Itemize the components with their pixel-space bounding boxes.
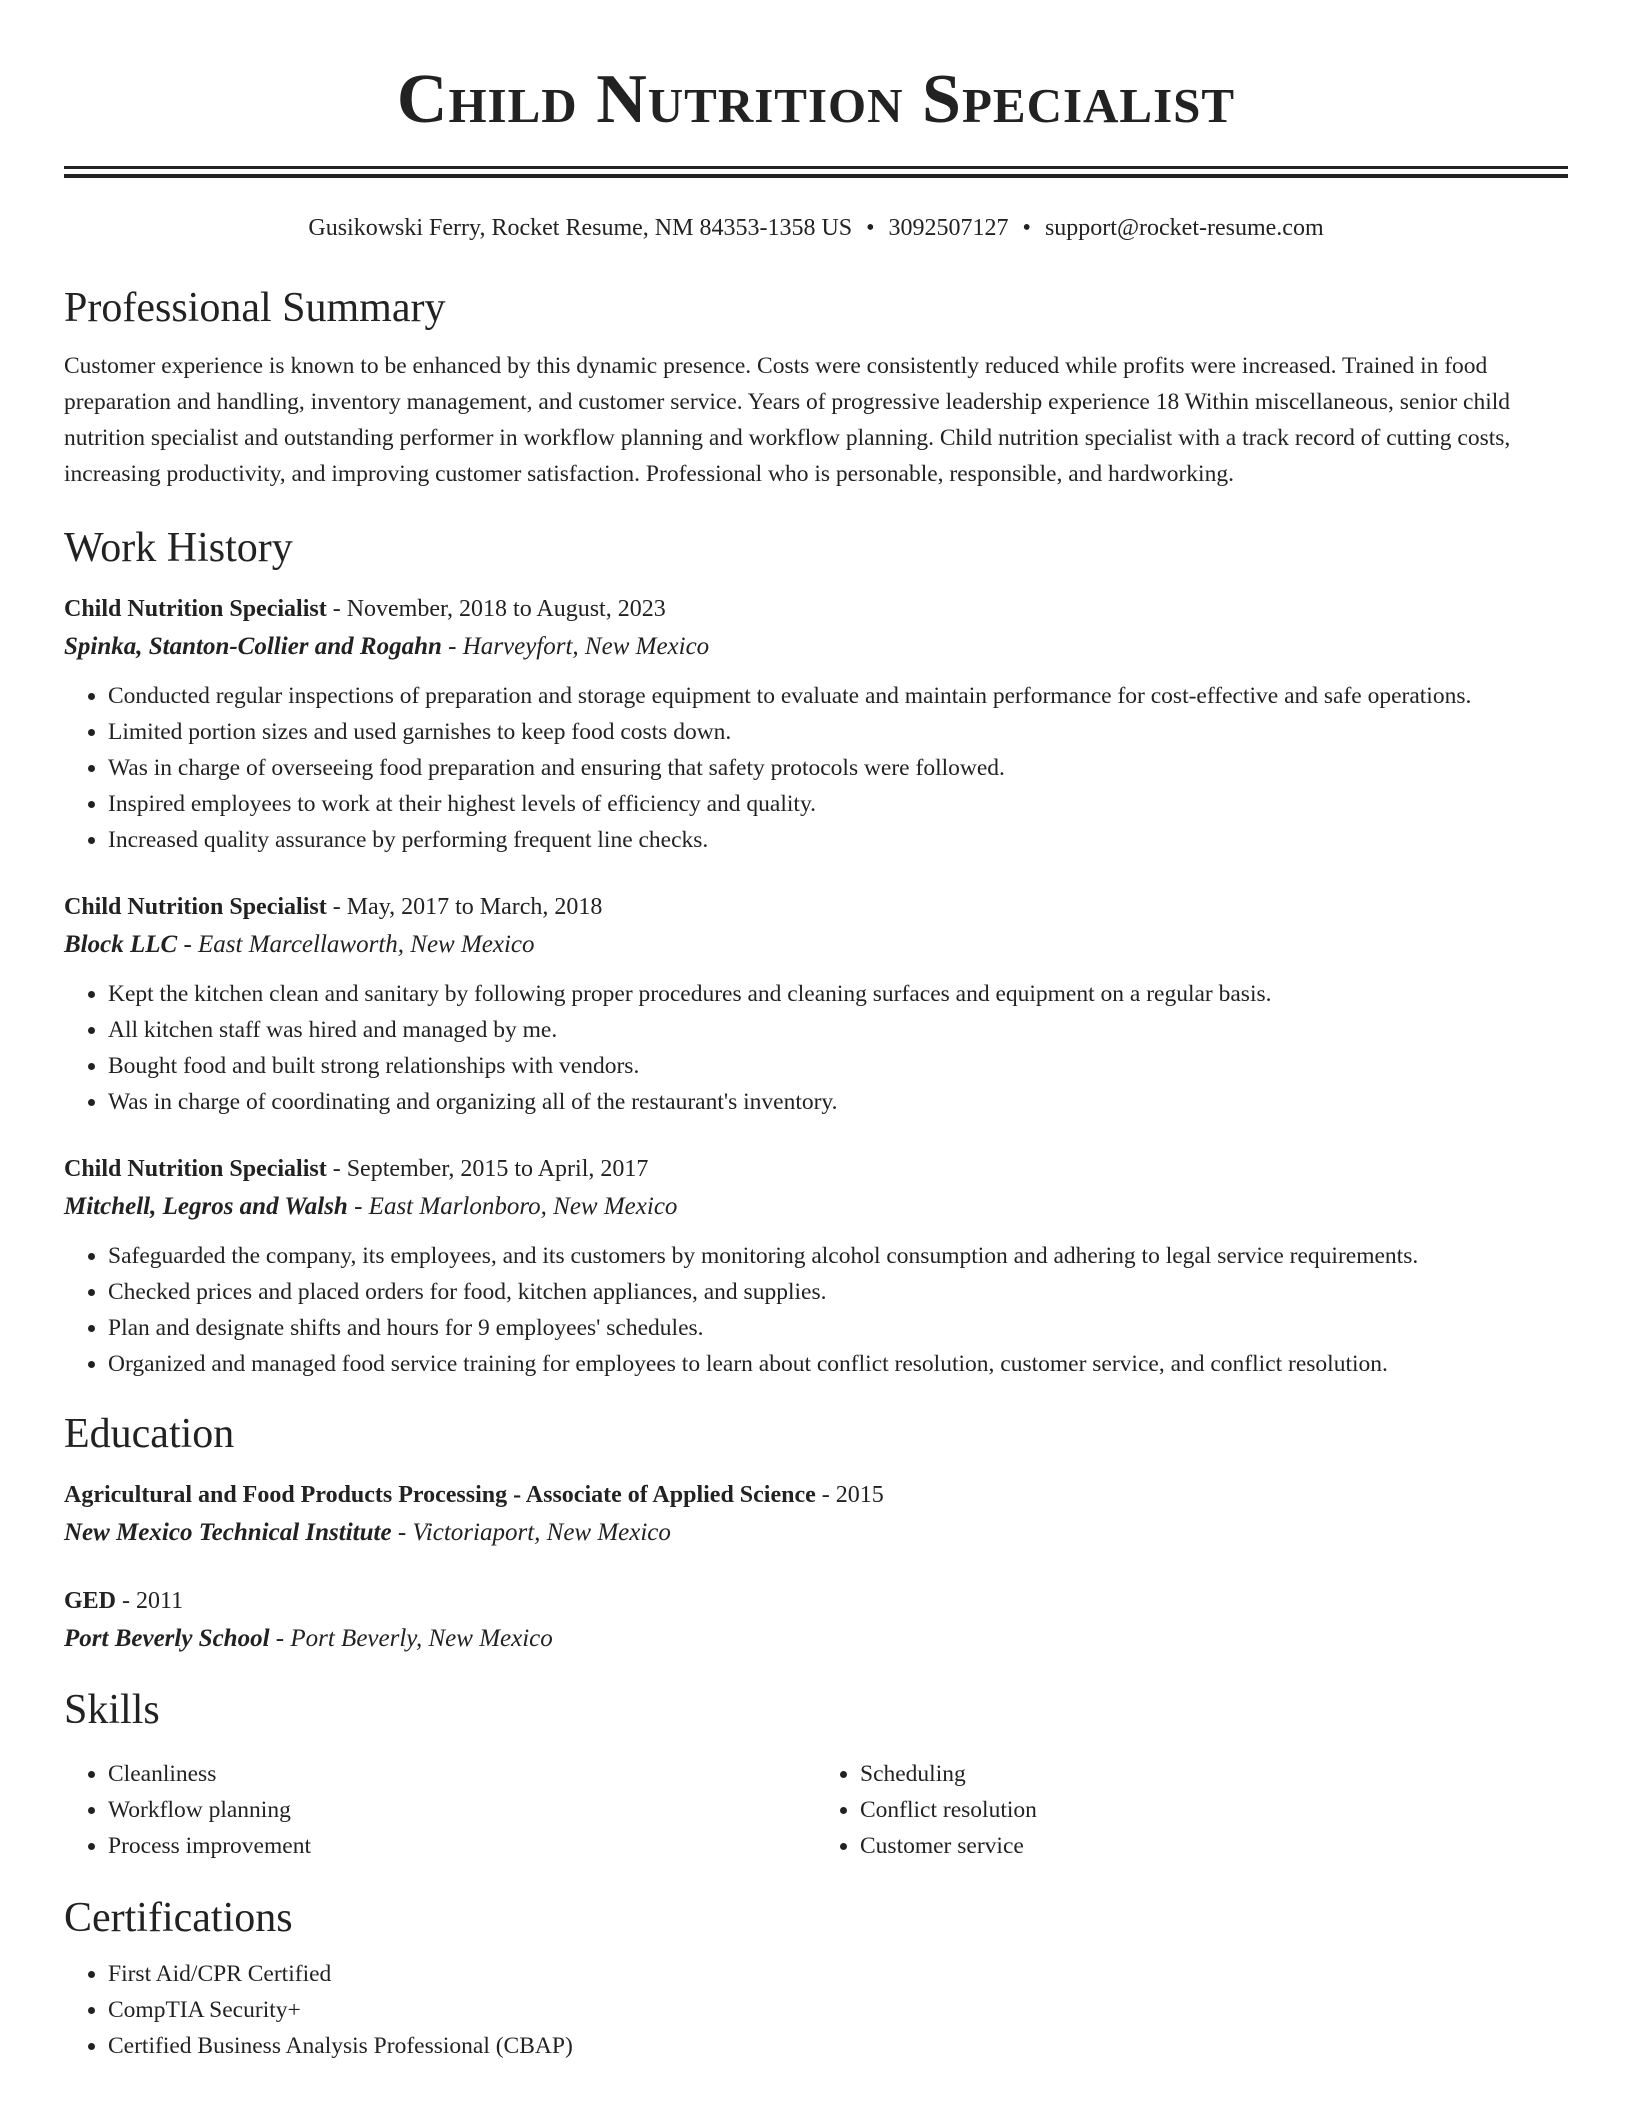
job-dates: - May, 2017 to March, 2018 xyxy=(326,894,603,920)
job-bullet: • Plan and designate shifts and hours for 9 employees' schedules. xyxy=(108,1310,1568,1346)
job-bullet: • Organized and managed food service training for employees to learn about conflict resolution, customer service, and conflict resolution. xyxy=(108,1346,1568,1382)
skill-item: • Workflow planning xyxy=(108,1792,816,1828)
job-role: Child Nutrition Specialist xyxy=(64,894,327,920)
education-school-line xyxy=(64,1620,1568,1658)
job-bullet: • Safeguarded the company, its employees, and its customers by monitoring alcohol consumption and adhering to legal service requirements. xyxy=(108,1238,1568,1274)
section-title-skills: Skills xyxy=(64,1687,160,1733)
job-bullet: • Limited portion sizes and used garnishes to keep food costs down. xyxy=(108,714,1568,750)
job-bullet: • Kept the kitchen clean and sanitary by following proper procedures and cleaning surfaces and equipment on a regular basis. xyxy=(108,976,1568,1012)
job-company-line xyxy=(64,926,1568,964)
job-bullets xyxy=(64,678,1568,858)
job-bullet: • Increased quality assurance by performing frequent line checks. xyxy=(108,822,1568,858)
job-entry xyxy=(64,590,1568,858)
job-title-line xyxy=(64,1150,1568,1188)
contact-phone: 3092507127 xyxy=(888,215,1009,241)
skills-column-2 xyxy=(816,1756,1568,1864)
job-bullet: • Inspired employees to work at their highest levels of efficiency and quality. xyxy=(108,786,1568,822)
education-year: - 2015 xyxy=(815,1482,884,1508)
section-title-summary: Professional Summary xyxy=(64,285,446,331)
job-bullets xyxy=(64,1238,1568,1382)
job-role: Child Nutrition Specialist xyxy=(64,1156,327,1182)
education-degree: GED xyxy=(64,1588,117,1614)
job-company: Spinka, Stanton-Collier and Rogahn xyxy=(64,633,442,660)
job-entry xyxy=(64,1150,1568,1382)
education-location: - Victoriaport, New Mexico xyxy=(391,1519,671,1546)
section-title-work-history: Work History xyxy=(64,525,293,571)
job-company-line xyxy=(64,1188,1568,1226)
education-degree-line xyxy=(64,1582,1568,1620)
education-entry xyxy=(64,1582,1568,1658)
job-bullets xyxy=(64,976,1568,1120)
job-company-line xyxy=(64,628,1568,666)
header-divider xyxy=(64,166,1568,178)
contact-separator: • xyxy=(866,215,875,241)
education-school-line xyxy=(64,1514,1568,1552)
job-bullet: • Conducted regular inspections of preparation and storage equipment to evaluate and maintain performance for cost-effective and safe operations. xyxy=(108,678,1568,714)
contact-address: Gusikowski Ferry, Rocket Resume, NM 84353-1358 US xyxy=(308,215,853,241)
job-bullet: • All kitchen staff was hired and managed by me. xyxy=(108,1012,1568,1048)
job-dates: - September, 2015 to April, 2017 xyxy=(326,1156,649,1182)
job-location: - Harveyfort, New Mexico xyxy=(441,633,710,660)
education-year: - 2011 xyxy=(116,1588,184,1614)
education-school: New Mexico Technical Institute xyxy=(64,1519,392,1546)
job-company: Block LLC xyxy=(64,931,178,958)
job-company: Mitchell, Legros and Walsh xyxy=(64,1193,348,1220)
education-degree: Agricultural and Food Products Processing - Associate of Applied Science xyxy=(64,1482,816,1508)
job-bullet: • Was in charge of overseeing food preparation and ensuring that safety protocols were followed. xyxy=(108,750,1568,786)
certification-item: • Certified Business Analysis Professional (CBAP) xyxy=(108,2028,1568,2064)
skill-item: • Conflict resolution xyxy=(860,1792,1568,1828)
resume-name: Child Nutrition Specialist xyxy=(396,61,1236,138)
summary-text: Customer experience is known to be enhanced by this dynamic presence. Costs were consistently reduced while profits were increased. Trained in food preparation and handling, inventory management, and customer service. Years of progressive leadership experience 18 Within miscellaneous, senior child nutrition specialist and outstanding performer in workflow planning and workflow planning. Child nutrition specialist with a track record of cutting costs, increasing productivity, and improving customer satisfaction. Professional who is personable, responsible, and hardworking. xyxy=(64,353,1511,487)
job-bullet: • Checked prices and placed orders for food, kitchen appliances, and supplies. xyxy=(108,1274,1568,1310)
job-location: - East Marcellaworth, New Mexico xyxy=(177,931,535,958)
skill-item: • Process improvement xyxy=(108,1828,816,1864)
contact-separator: • xyxy=(1022,215,1031,241)
certification-item: • First Aid/CPR Certified xyxy=(108,1956,1568,1992)
skill-item: • Cleanliness xyxy=(108,1756,816,1792)
contact-line xyxy=(64,212,1568,244)
job-bullet: • Was in charge of coordinating and organizing all of the restaurant's inventory. xyxy=(108,1084,1568,1120)
job-role: Child Nutrition Specialist xyxy=(64,596,327,622)
job-bullet: • Bought food and built strong relationships with vendors. xyxy=(108,1048,1568,1084)
education-degree-line xyxy=(64,1476,1568,1514)
certification-item: • CompTIA Security+ xyxy=(108,1992,1568,2028)
job-title-line xyxy=(64,888,1568,926)
job-location: - East Marlonboro, New Mexico xyxy=(347,1193,678,1220)
skill-item: • Customer service xyxy=(860,1828,1568,1864)
skills-column-1 xyxy=(64,1756,816,1864)
certifications-list xyxy=(64,1956,1568,2064)
job-entry xyxy=(64,888,1568,1120)
section-title-certifications: Certifications xyxy=(64,1895,293,1941)
education-school: Port Beverly School xyxy=(64,1625,270,1652)
education-location: - Port Beverly, New Mexico xyxy=(269,1625,553,1652)
skill-item: • Scheduling xyxy=(860,1756,1568,1792)
section-title-education: Education xyxy=(64,1411,235,1457)
skills-grid xyxy=(64,1756,1568,1864)
job-dates: - November, 2018 to August, 2023 xyxy=(326,596,666,622)
education-entry xyxy=(64,1476,1568,1552)
contact-email: support@rocket-resume.com xyxy=(1044,215,1324,241)
job-title-line xyxy=(64,590,1568,628)
